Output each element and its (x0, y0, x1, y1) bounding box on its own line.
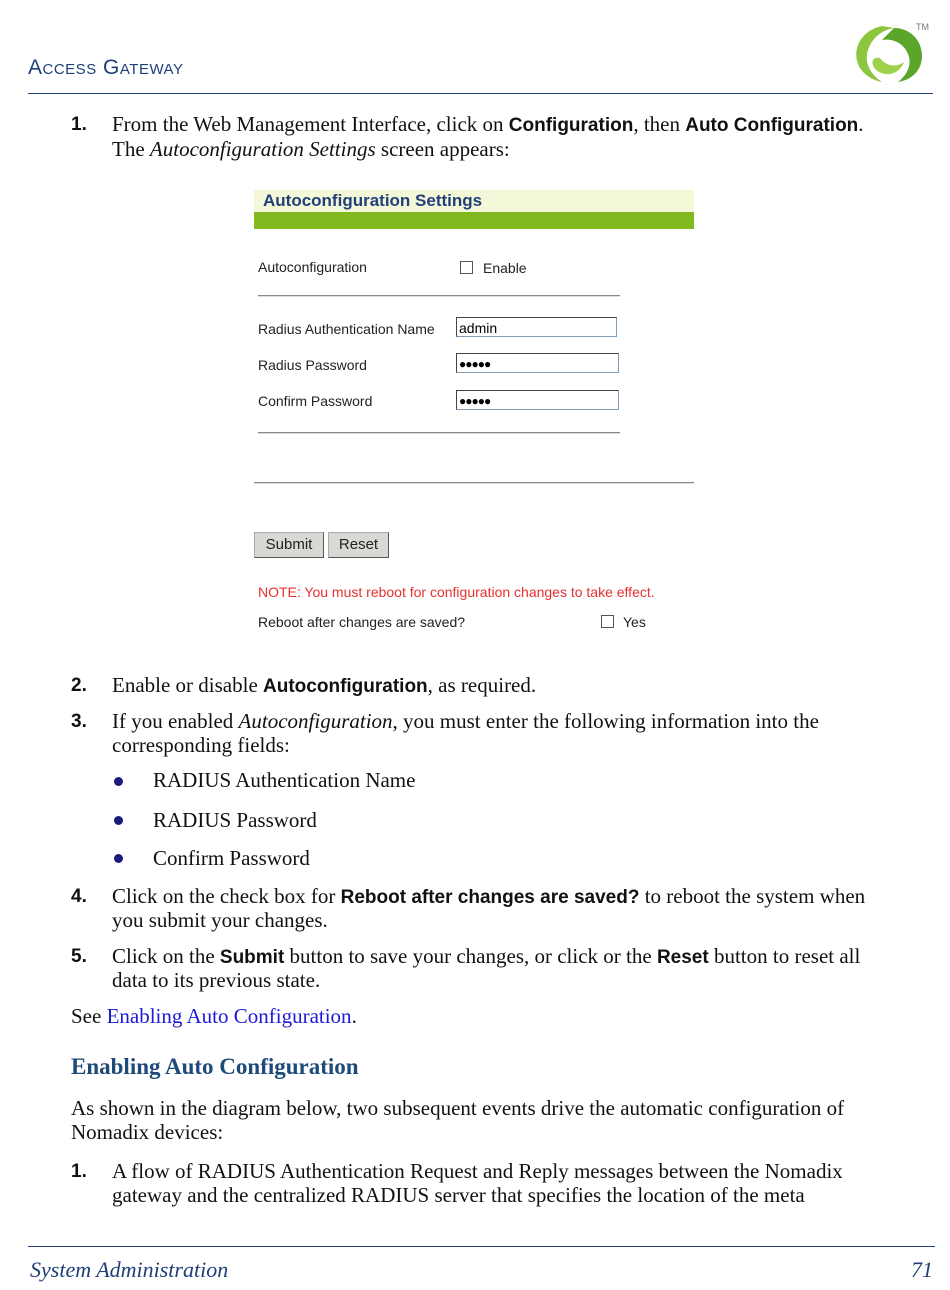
step-1-number: 1. (71, 114, 87, 135)
section-para-line-1: As shown in the diagram below, two subsequent events drive the automatic configuration of (71, 1096, 845, 1120)
reboot-yes-checkbox[interactable] (601, 615, 614, 628)
section-para-line-2: Nomadix devices: (71, 1120, 224, 1144)
bullet-item-1: RADIUS Authentication Name (153, 768, 416, 792)
step-5-number: 5. (71, 946, 87, 967)
header-title-cap-a: A (28, 56, 43, 79)
reset-button[interactable]: Reset (328, 532, 389, 558)
confirm-password-label: Confirm Password (258, 393, 373, 409)
step-3-italic-autoconfiguration: Autoconfiguration (238, 709, 393, 733)
submit-button[interactable]: Submit (254, 532, 324, 558)
reboot-note: NOTE: You must reboot for configuration changes to take effect. (258, 584, 655, 600)
step-5-line-2: data to its previous state. (112, 968, 321, 992)
step-1-bold-configuration: Configuration (508, 115, 634, 136)
step-5-bold-submit: Submit (219, 947, 285, 968)
enable-label: Enable (483, 260, 527, 276)
step-4-line-2: you submit your changes. (112, 908, 328, 932)
step-1-text-a: From the Web Management Interface, click on (112, 112, 509, 136)
panel-title-bar (254, 190, 694, 212)
step-1-line-2-post: screen appears: (375, 137, 510, 161)
radius-password-input[interactable]: ●●●●● (456, 353, 619, 373)
section-item-1-number: 1. (71, 1161, 87, 1182)
step-1-text-b: , then (633, 112, 686, 136)
section-item-1-line-2: gateway and the centralized RADIUS server that specifies the location of the meta (112, 1183, 805, 1207)
radius-name-label: Radius Authentication Name (258, 321, 435, 337)
header-title-rest-a: CCESS (42, 61, 97, 78)
see-also-post: . (351, 1004, 357, 1028)
autoconfiguration-label: Autoconfiguration (258, 259, 367, 275)
step-3-text (112, 709, 819, 733)
step-4-text-a: Click on the check box for (112, 884, 341, 908)
step-2-text (112, 673, 536, 699)
bullet-item-2: RADIUS Password (153, 808, 317, 832)
autoconfiguration-settings-screenshot (254, 190, 694, 640)
step-5-text-b: button to save your changes, or click or the (284, 944, 657, 968)
panel-divider-2 (258, 432, 620, 434)
step-2-bold-autoconfiguration: Autoconfiguration (263, 676, 428, 697)
trademark-mark: TM (916, 22, 929, 32)
section-heading: Enabling Auto Configuration (71, 1054, 359, 1079)
step-3-text-a: If you enabled (112, 709, 239, 733)
header-rule (28, 93, 933, 94)
step-1-text (112, 112, 942, 138)
panel-divider-3 (254, 482, 694, 484)
panel-title: Autoconfiguration Settings (263, 191, 483, 210)
header-title-rest-g: ATEWAY (119, 61, 184, 78)
radius-name-input[interactable]: admin (456, 317, 617, 337)
step-3-text-b: , you must enter the following information into the (392, 709, 819, 733)
bullet-item-3: Confirm Password (153, 846, 310, 870)
section-item-1-line-1: A flow of RADIUS Authentication Request and Reply messages between the Nomadix (112, 1159, 843, 1183)
step-4-text-b: to reboot the system when (639, 884, 866, 908)
bullet-dot-3 (114, 854, 123, 863)
step-2-text-b: , as required. (427, 673, 537, 697)
step-5-text-c: button to reset all (708, 944, 861, 968)
see-also-line (71, 1004, 357, 1028)
nomadix-logo-icon (842, 18, 934, 90)
panel-green-bar (254, 212, 694, 229)
enabling-auto-configuration-link[interactable]: Enabling Auto Configuration (106, 1004, 352, 1028)
step-2-number: 2. (71, 675, 87, 696)
radius-password-label: Radius Password (258, 357, 367, 373)
reboot-label: Reboot after changes are saved? (258, 614, 466, 630)
step-4-bold-reboot: Reboot after changes are saved? (340, 887, 640, 908)
step-1-text-c: . (858, 112, 864, 136)
step-3-number: 3. (71, 711, 87, 732)
header-title (28, 56, 183, 80)
panel-divider-1 (258, 295, 620, 297)
step-1-line-2-italic: Autoconfiguration Settings (149, 137, 376, 161)
header-title-cap-g: G (103, 56, 120, 79)
step-1-line-2-pre: The (112, 137, 150, 161)
footer-rule (28, 1246, 935, 1247)
bullet-dot-1 (114, 777, 123, 786)
step-1-bold-auto-configuration: Auto Configuration (685, 115, 859, 136)
confirm-password-input[interactable]: ●●●●● (456, 390, 619, 410)
step-3-line-2: corresponding fields: (112, 733, 290, 757)
step-1-line-2 (112, 137, 510, 161)
step-5-bold-reset: Reset (656, 947, 709, 968)
step-2-text-a: Enable or disable (112, 673, 264, 697)
reboot-yes-label: Yes (623, 614, 646, 630)
bullet-dot-2 (114, 816, 123, 825)
step-5-text-a: Click on the (112, 944, 220, 968)
page-number: 71 (911, 1257, 933, 1282)
step-5-text (112, 944, 942, 970)
enable-checkbox[interactable] (460, 261, 473, 274)
step-4-number: 4. (71, 886, 87, 907)
step-4-text (112, 884, 942, 910)
see-also-pre: See (71, 1004, 107, 1028)
footer-section-title: System Administration (30, 1257, 229, 1282)
